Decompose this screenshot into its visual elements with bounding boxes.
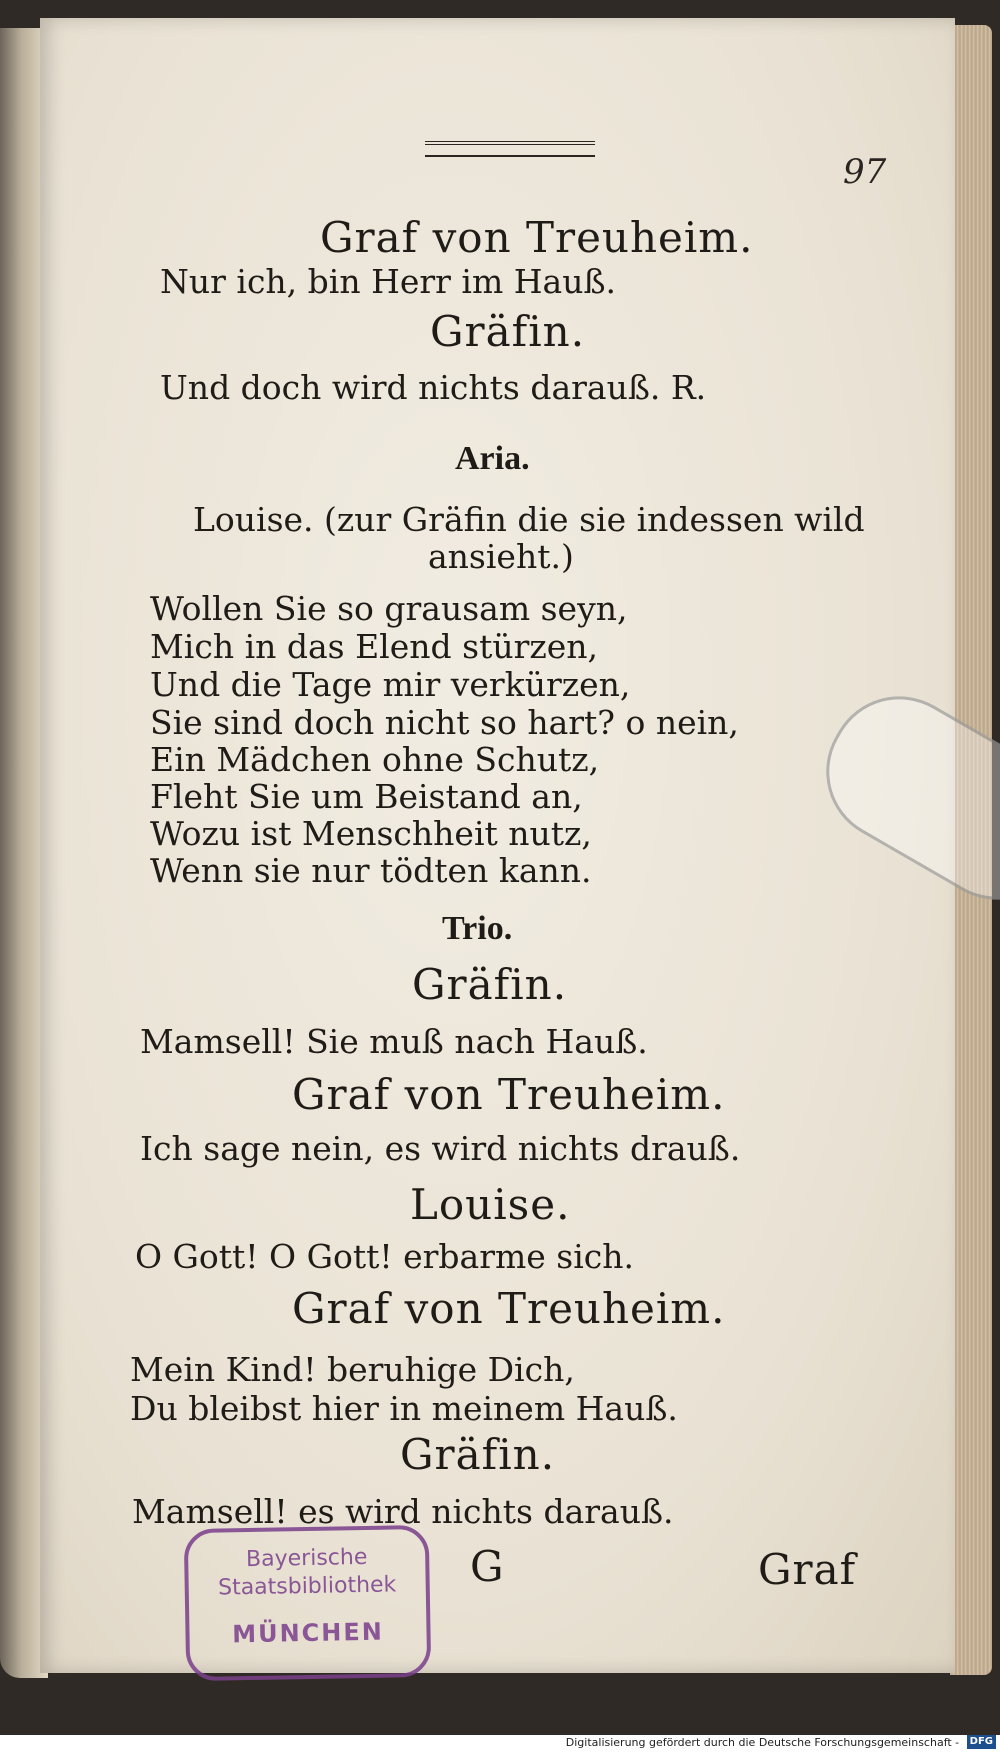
library-stamp [184,1525,432,1681]
speaker-heading: Gräfin. [400,1430,556,1479]
stamp-line: Bayerische [245,1544,368,1573]
verse-line: Wenn sie nur tödten kann. [150,851,592,890]
text-line: Und doch wird nichts darauß. R. [160,368,707,407]
verse-line: Sie sind doch nicht so hart? o nein, [150,703,739,742]
verse-line: Und die Tage mir verkürzen, [150,665,631,704]
speaker-heading: Graf von Treuheim. [320,213,754,262]
header-rule [425,141,595,157]
section-heading: Trio. [442,910,513,947]
page-number: 97 [843,152,887,192]
verse-line: Mich in das Elend stürzen, [150,627,599,666]
footer-credit: Digitalisierung gefördert durch die Deutsche Forschungsgemeinschaft - [565,1735,960,1749]
text-line: Du bleibst hier in meinem Hauß. [130,1389,678,1428]
verse-line: Ein Mädchen ohne Schutz, [150,740,600,779]
text-line: Nur ich, bin Herr im Hauß. [160,262,617,301]
footer-bar [0,1735,1000,1753]
text-line: Mamsell! Sie muß nach Hauß. [140,1022,648,1061]
speaker-heading: Graf von Treuheim. [292,1284,726,1333]
speaker-heading: Louise. [410,1180,571,1229]
text-line: Louise. (zur Gräfin die sie indessen wild [193,500,865,539]
text-line: Mein Kind! beruhige Dich, [130,1350,575,1389]
signature-mark: G [470,1542,505,1591]
stamp-line: Staatsbibliothek [217,1572,397,1601]
text-line: ansieht.) [428,537,574,576]
stamp-line: MÜNCHEN [231,1617,385,1649]
speaker-heading: Gräfin. [412,960,568,1009]
dfg-logo-icon: DFG [967,1735,996,1749]
speaker-heading: Gräfin. [430,307,586,356]
text-line: O Gott! O Gott! erbarme sich. [135,1237,634,1276]
text-line: Ich sage nein, es wird nichts drauß. [140,1129,741,1168]
verse-line: Wollen Sie so grausam seyn, [150,589,628,628]
text-line: Mamsell! es wird nichts darauß. [132,1492,674,1531]
verse-line: Fleht Sie um Beistand an, [150,777,583,816]
catchword: Graf [758,1545,857,1594]
speaker-heading: Graf von Treuheim. [292,1070,726,1119]
section-heading: Aria. [455,440,530,477]
verse-line: Wozu ist Menschheit nutz, [150,814,592,853]
